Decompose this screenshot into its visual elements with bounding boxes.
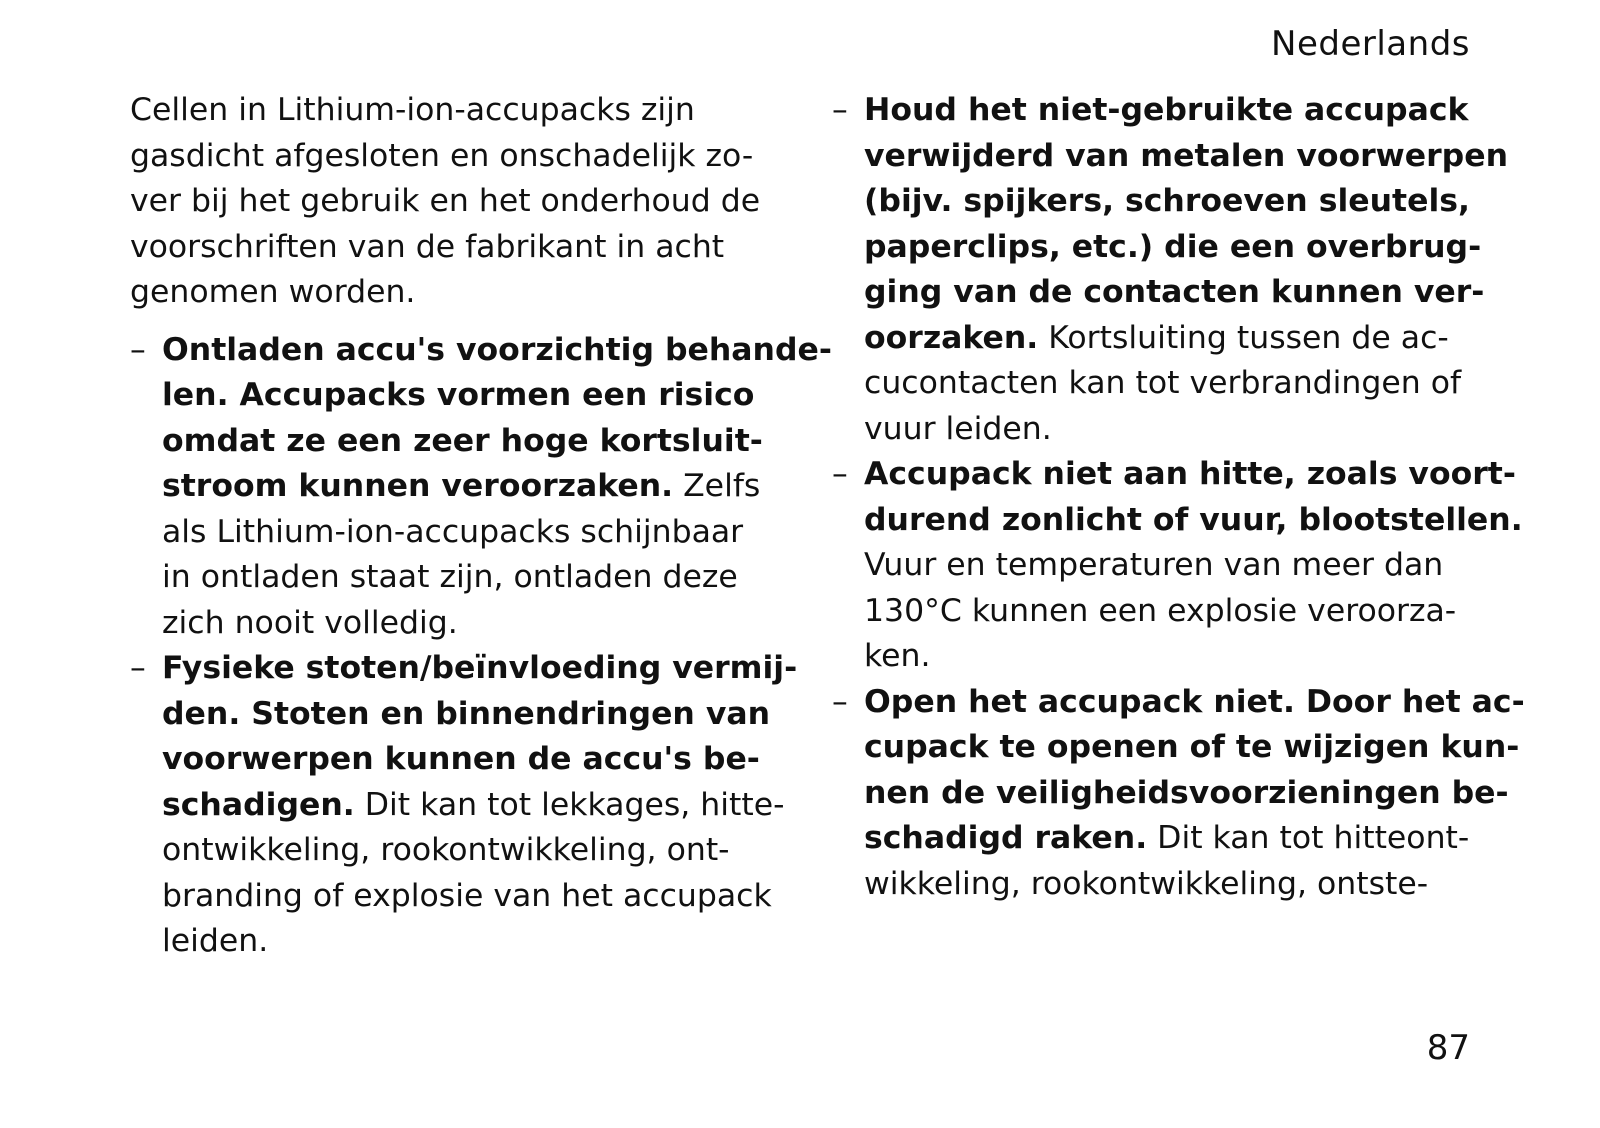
right-column (832, 88, 1525, 907)
item-line (162, 646, 798, 692)
bold-text: schadigen. (162, 786, 355, 823)
item-line (864, 179, 1512, 225)
item-line (864, 634, 1512, 680)
item-line (864, 270, 1512, 316)
item-line (162, 692, 790, 738)
list-dash: – (832, 683, 848, 720)
bold-text: len. Accupacks vormen een risico (162, 377, 755, 413)
normal-text: Kortsluiting tussen de ac- (1038, 319, 1449, 356)
bold-text: omdat ze een zeer hoge kortsluit- (162, 422, 763, 459)
language-header: Nederlands (1271, 24, 1470, 64)
list-item (832, 680, 1525, 908)
item-line (162, 464, 790, 510)
bold-text: Ontladen accu's voorzichtig behande- (162, 331, 832, 368)
normal-text: branding of explosie van het accupack (162, 877, 772, 914)
intro-line: gasdicht afgesloten en onschadelijk zo- (130, 137, 754, 174)
normal-text: Dit kan tot hitteont- (1147, 820, 1470, 856)
item-line (162, 510, 790, 556)
normal-text: Vuur en temperaturen van meer dan (864, 547, 1444, 583)
list-item (130, 646, 798, 965)
item-line (162, 783, 790, 829)
bold-text: verwijderd van metalen voorwerpen (864, 137, 1509, 174)
intro-line: Cellen in Lithium-ion-accupacks zijn (130, 92, 695, 128)
normal-text: leiden. (162, 923, 269, 959)
bold-text: stroom kunnen veroorzaken. (162, 468, 674, 504)
item-line (864, 88, 1512, 134)
item-line (864, 498, 1523, 544)
normal-text: 130°C kunnen een explosie veroorza- (864, 592, 1457, 629)
left-column (130, 88, 832, 965)
list-dash: – (832, 456, 848, 492)
item-line (162, 419, 790, 465)
normal-text: ontwikkeling, rookontwikkeling, ont- (162, 832, 730, 868)
bold-text: (bijv. spijkers, schroeven sleutels, (864, 183, 1470, 219)
item-line (864, 225, 1512, 271)
normal-text: vuur leiden. (864, 410, 1052, 447)
intro-line: ver bij het gebruik en het onderhoud de (130, 183, 761, 219)
normal-text: als Lithium-ion-accupacks schijnbaar (162, 513, 744, 550)
normal-text: Zelfs (673, 468, 761, 504)
item-line (864, 771, 1512, 817)
normal-text: ken. (864, 638, 931, 674)
item-line (864, 680, 1525, 726)
intro-paragraph (130, 88, 790, 316)
list-item (832, 452, 1523, 680)
item-line (864, 816, 1512, 862)
bold-text: Houd het niet-gebruikte accupack (864, 92, 1469, 128)
bold-text: Fysieke stoten/beïnvloeding vermij- (162, 650, 798, 686)
bold-text: schadigd raken. (864, 820, 1148, 856)
item-line (162, 328, 832, 374)
normal-text: in ontladen staat zijn, ontladen deze (162, 559, 738, 595)
bold-text: nen de veiligheidsvoorzieningen be- (864, 774, 1509, 811)
intro-line: genomen worden. (130, 274, 416, 310)
item-line (864, 543, 1512, 589)
item-line (162, 555, 790, 601)
normal-text: wikkeling, rookontwikkeling, ontste- (864, 865, 1429, 902)
item-line (162, 601, 790, 647)
item-line (864, 134, 1512, 180)
bold-text: Accupack niet aan hitte, zoals voort- (864, 456, 1516, 492)
list-dash: – (832, 92, 848, 128)
item-line (864, 725, 1520, 771)
item-line (864, 862, 1512, 908)
item-line (864, 589, 1512, 635)
list-dash: – (130, 331, 146, 368)
page-number: 87 (1426, 1028, 1470, 1068)
item-line (864, 361, 1512, 407)
bold-text: cupack te openen of te wijzigen kun- (864, 729, 1520, 765)
item-line (162, 874, 790, 920)
item-line (162, 373, 790, 419)
bold-text: durend zonlicht of vuur, blootstellen. (864, 501, 1523, 538)
item-line (864, 452, 1516, 498)
item-line (864, 407, 1512, 453)
bold-text: Open het accupack niet. Door het ac- (864, 683, 1525, 720)
item-line (162, 737, 790, 783)
list-item (832, 88, 1512, 452)
item-line (162, 919, 790, 965)
bold-text: paperclips, etc.) die een overbrug- (864, 228, 1482, 265)
normal-text: Dit kan tot lekkages, hitte- (354, 786, 785, 823)
bold-text: voorwerpen kunnen de accu's be- (162, 741, 760, 777)
bold-text: oorzaken. (864, 319, 1039, 356)
bold-text: ging van de contacten kunnen ver- (864, 274, 1485, 310)
normal-text: zich nooit volledig. (162, 604, 458, 641)
item-line (162, 828, 790, 874)
list-dash: – (130, 650, 146, 686)
bold-text: den. Stoten en binnendringen van (162, 695, 771, 732)
list-item (130, 328, 832, 647)
intro-line: voorschriften van de fabrikant in acht (130, 228, 725, 265)
normal-text: cucontacten kan tot verbrandingen of (864, 365, 1462, 401)
item-line (864, 316, 1512, 362)
